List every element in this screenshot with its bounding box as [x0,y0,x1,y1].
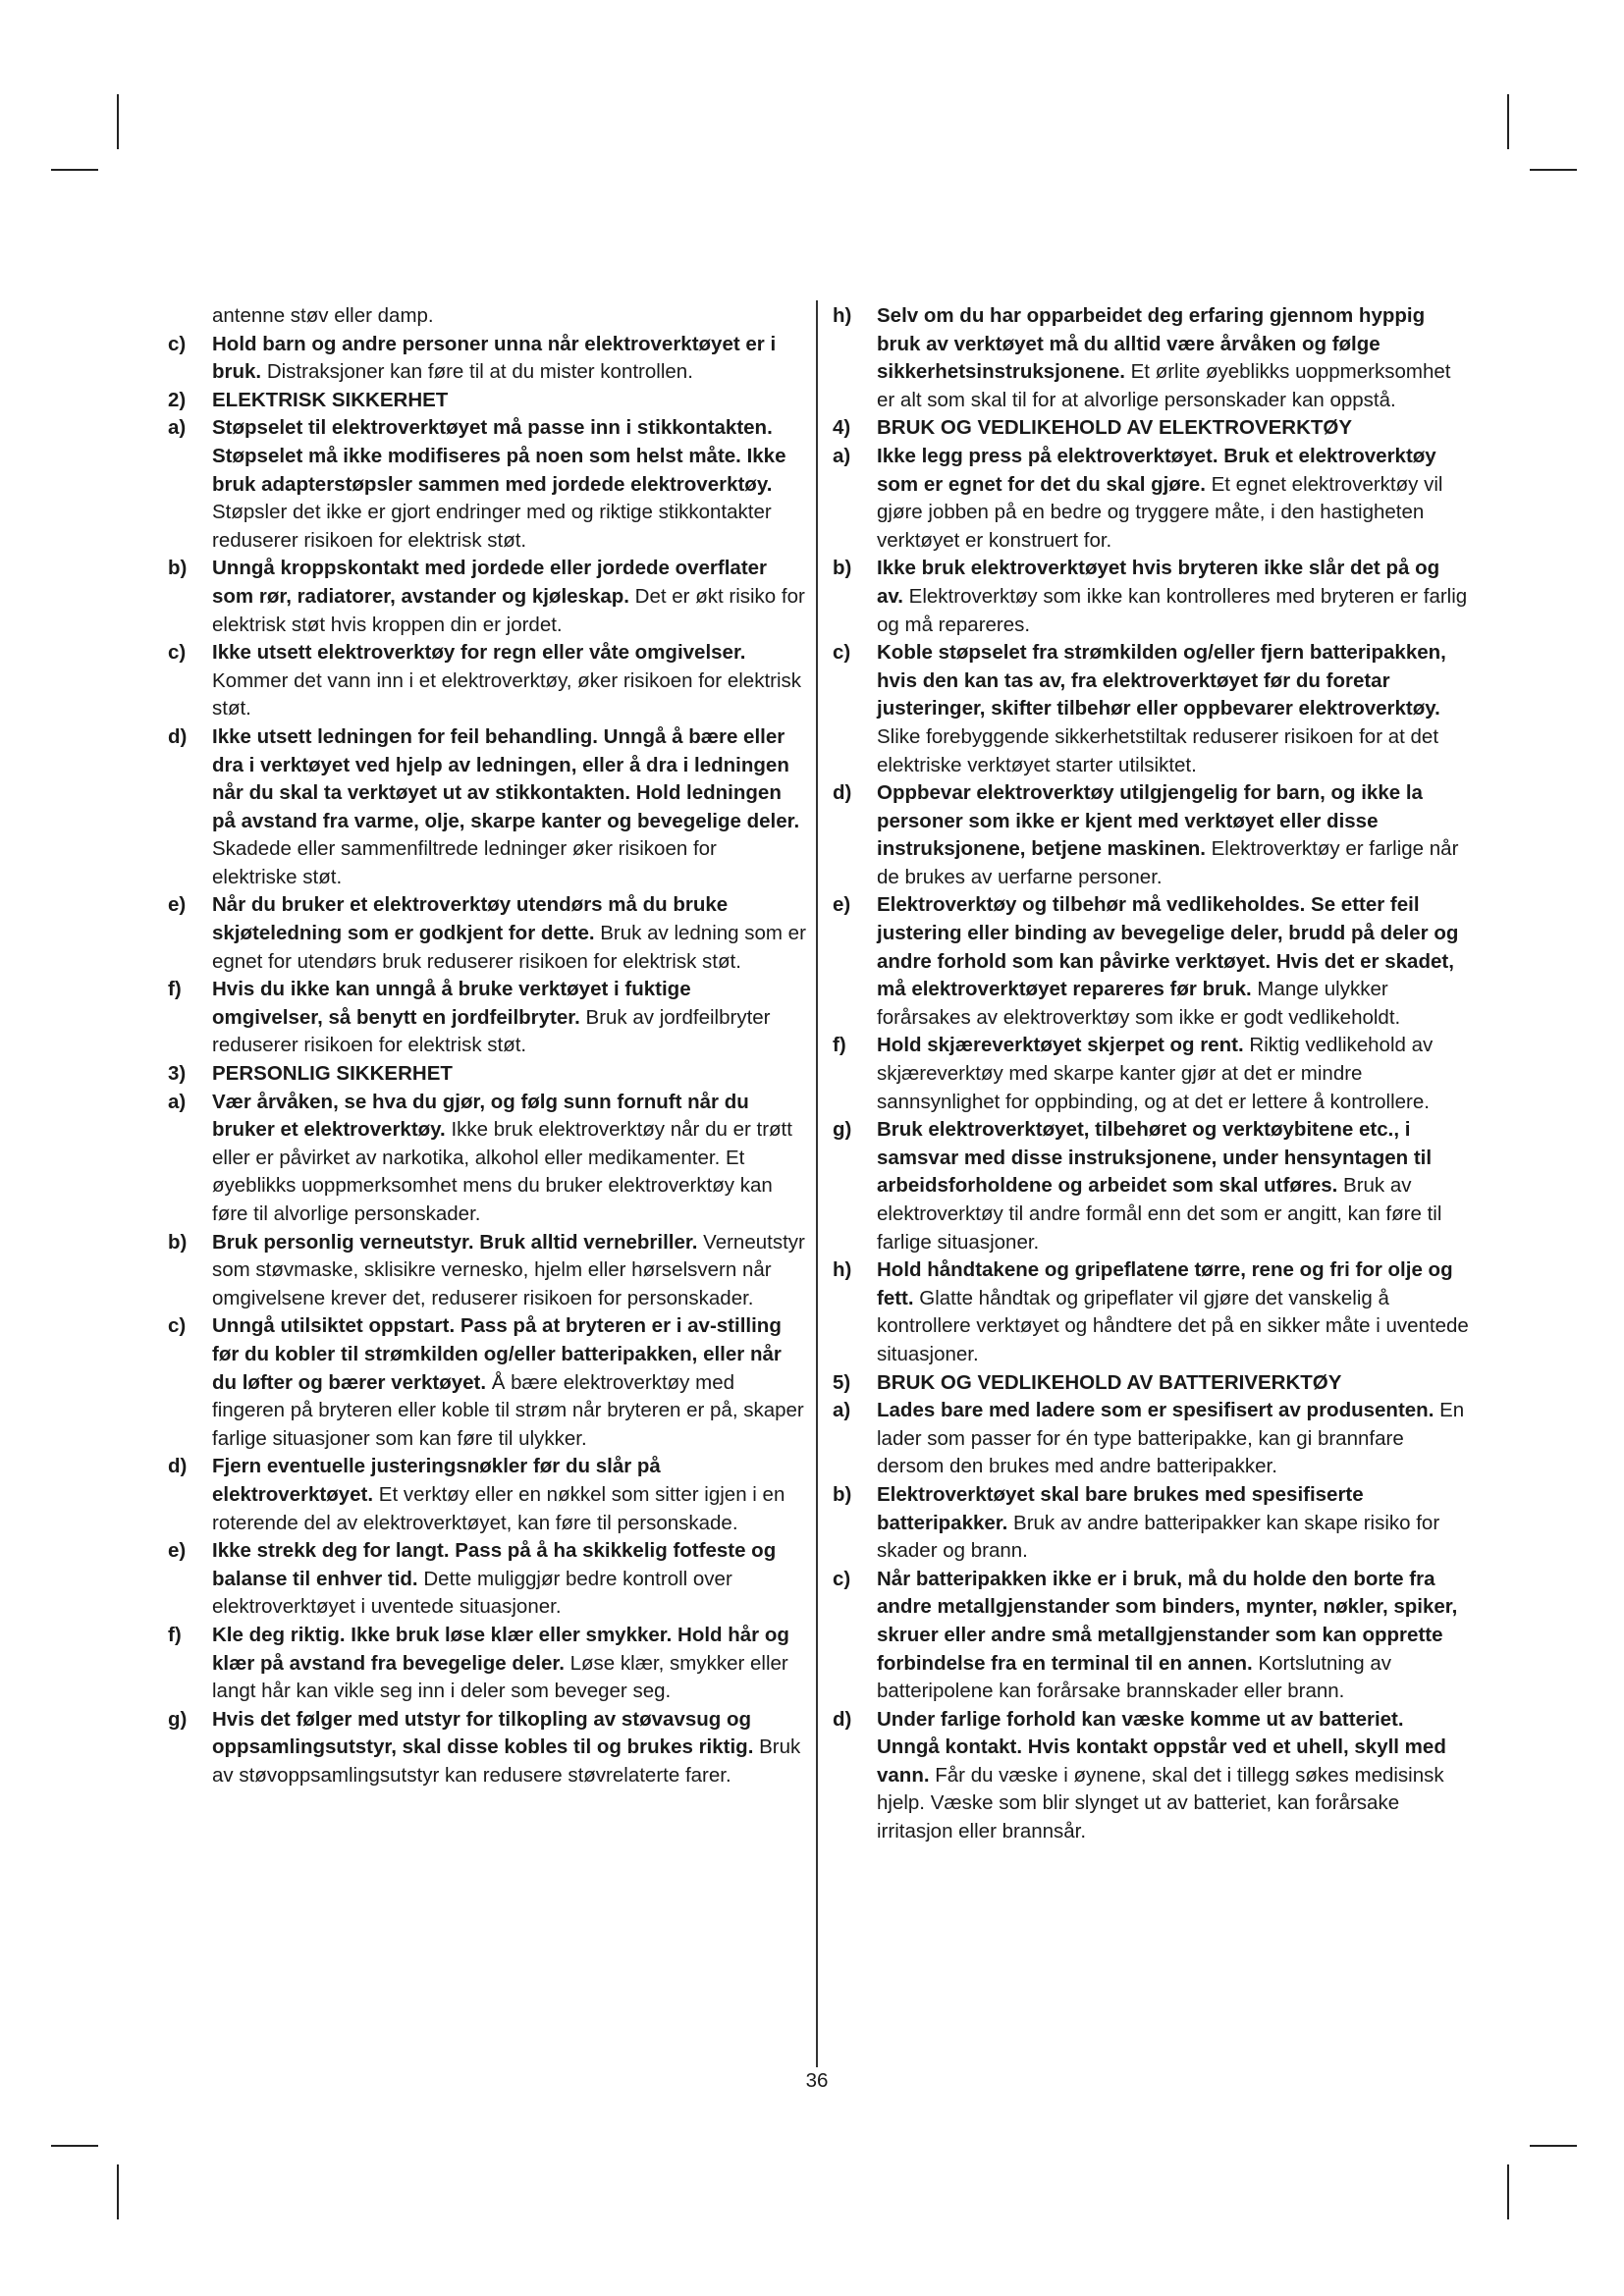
crop-mark [1507,2164,1509,2219]
list-item: e) Ikke strekk deg for langt. Pass på å ha skikkelig fotfeste og balanse til enhver tid. Dette muliggjør bedre kontroll over elektroverktøyet i uventede situasjoner. [168,1539,777,1619]
crop-mark [117,94,119,149]
section-heading: 3) PERSONLIG SIKKERHET [168,1062,453,1086]
list-item: c) Unngå utilsiktet oppstart. Pass på at bryteren er i av-stilling før du kobler til strømkilden og/eller batteripakken, eller når du løfter og bærer verktøyet. Å bære elektroverktøy med fingeren på bryteren eller koble til strøm når bryteren er på, skaper farlige situasjoner som kan føre til ulykker. [168,1314,804,1450]
list-item: d) Under farlige forhold kan væske komme ut av batteriet. Unngå kontakt. Hvis kontakt oppstår ved et uhell, skyll med vann. Får du væske i øynene, skal det i tillegg søkes medisinsk hjelp. Væske som blir slynget ut av batteriet, kan forårsake irritasjon eller brannsår. [833,1707,1446,1843]
list-item: a) Vær årvåken, se hva du gjør, og følg sunn fornuft når du bruker et elektroverktøy. Ikke bruk elektroverktøy når du er trøtt eller er påvirket av narkotika, alkohol eller medikamenter. Et øyeblikks uoppmerksomhet mens du bruker elektroverktøy kan føre til alvorlige personskader. [168,1090,792,1225]
section-heading: 2) ELEKTRISK SIKKERHET [168,388,449,411]
crop-mark [117,2164,119,2219]
list-item: b) Ikke bruk elektroverktøyet hvis bryteren ikke slår det på og av. Elektroverktøy som ikke kan kontrolleres med bryteren er farlig og må repareres. [833,557,1468,636]
list-item: c) Ikke utsett elektroverktøy for regn eller våte omgivelser. Kommer det vann inn i et elektroverktøy, øker risikoen for elektrisk støt. [168,641,802,721]
list-item: c) Hold barn og andre personer unna når elektroverktøyet er i bruk. Distraksjoner kan føre til at du mister kontrollen. [168,332,777,384]
continued-text: antenne støv eller damp. [212,304,434,327]
list-item: d) Oppbevar elektroverktøy utilgjengelig for barn, og ikke la personer som ikke er kjent med verktøyet eller disse instruksjonene, betjene maskinen. Elektroverktøy er farlige når de brukes av uerfarne personer. [833,781,1459,888]
list-item: a) Støpselet til elektroverktøyet må passe inn i stikkontakten. Støpselet må ikke modifiseres på noen som helst måte. Ikke bruk adapterstøpsler sammen med jordede elektroverktøy. Støpsler det ikke er gjort endringer med og riktige stikkontakter reduserer risikoen for elektrisk støt. [168,416,786,552]
list-item: g) Bruk elektroverktøyet, tilbehøret og verktøybitene etc., i samsvar med disse instruksjonene, under hensyntagen til arbeidsforholdene og arbeidet som skal utføres. Bruk av elektroverktøy til andre formål enn det som er angitt, kan føre til farlige situasjoner. [833,1118,1442,1254]
list-item: f) Kle deg riktig. Ikke bruk løse klær eller smykker. Hold hår og klær på avstand fra bevegelige deler. Løse klær, smykker eller langt hår kan vikle seg inn i deler som beveger seg. [168,1623,789,1703]
list-item: b) Unngå kroppskontakt med jordede eller jordede overflater som rør, radiatorer, avstander og kjøleskap. Det er økt risiko for elektrisk støt hvis kroppen din er jordet. [168,557,805,636]
section-heading: 4) BRUK OG VEDLIKEHOLD AV ELEKTROVERKTØY [833,416,1353,440]
list-item: d) Ikke utsett ledningen for feil behandling. Unngå å bære eller dra i verktøyet ved hjelp av ledningen, eller å dra i ledningen når du skal ta verktøyet ut av stikkontakten. Hold ledningen på avstand fra varme, olje, skarpe kanter og bevegelige deler. Skadede eller sammenfiltrede ledninger øker risikoen for elektriske støt. [168,724,800,888]
list-item: b) Bruk personlig verneutstyr. Bruk alltid vernebriller. Verneutstyr som støvmaske, sklisikre vernesko, hjelm eller hørselsvern når omgivelsene krever det, reduserer risikoen for personskader. [168,1230,805,1309]
list-item: c) Når batteripakken ikke er i bruk, må du holde den borte fra andre metallgjenstander som binders, mynter, nøkler, spiker, skruer eller andre små metallgjenstander som kan opprette forbindelse fra en terminal til en annen. Kortslutning av batteripolene kan forårsake brannskader eller brann. [833,1567,1458,1703]
list-item: e) Elektroverktøy og tilbehør må vedlikeholdes. Se etter feil justering eller binding av bevegelige deler, brudd på deler og andre forhold som kan påvirke verktøyet. Hvis det er skadet, må elektroverktøyet repareres før bruk. Mange ulykker forårsakes av elektroverktøy som ikke er godt vedlikeholdt. [833,893,1459,1029]
list-item: g) Hvis det følger med utstyr for tilkopling av støvavsug og oppsamlingsutstyr, skal disse kobles til og brukes riktig. Bruk av støvoppsamlingsutstyr kan redusere støvrelaterte farer. [168,1707,801,1787]
section-heading: 5) BRUK OG VEDLIKEHOLD AV BATTERIVERKTØY [833,1370,1342,1394]
list-item: e) Når du bruker et elektroverktøy utendørs må du bruke skjøteledning som er godkjent for dette. Bruk av ledning som er egnet for utendørs bruk reduserer risikoen for elektrisk støt. [168,893,806,973]
crop-mark [51,169,98,171]
page-number: 36 [805,2069,829,2092]
list-item: c) Koble støpselet fra strømkilden og/eller fjern batteripakken, hvis den kan tas av, fra elektroverktøyet før du foretar justeringer, skifter tilbehør eller oppbevarer elektroverktøy. Slike forebyggende sikkerhetstiltak reduserer risikoen for at det elektriske verktøyet starter utilsiktet. [833,641,1446,776]
list-item: f) Hvis du ikke kan unngå å bruke verktøyet i fuktige omgivelser, så benytt en jordfeilbryter. Bruk av jordfeilbryter reduserer risikoen for elektrisk støt. [168,978,771,1057]
crop-mark [1530,2145,1577,2147]
list-item: b) Elektroverktøyet skal bare brukes med spesifiserte batteripakker. Bruk av andre batteripakker kan skape risiko for skader og brann. [833,1482,1440,1563]
crop-mark [1507,94,1509,149]
crop-mark [51,2145,98,2147]
list-item: f) Hold skjæreverktøyet skjerpet og rent. Riktig vedlikehold av skjæreverktøy med skarpe kanter gjør at det er mindre sannsynlighet for oppbinding, og at det er lettere å kontrollere. [833,1034,1434,1113]
list-item: d) Fjern eventuelle justeringsnøkler før du slår på elektroverktøyet. Et verktøy eller en nøkkel som sitter igjen i en roterende del av elektroverktøyet, kan føre til personskade. [168,1455,785,1534]
right-column [833,302,1471,1846]
list-item: a) Ikke legg press på elektroverktøyet. Bruk et elektroverktøy som er egnet for det du skal gjøre. Et egnet elektroverktøy vil gjøre jobben på en bedre og tryggere måte, i den hastigheten verktøyet er konstruert for. [833,444,1443,552]
crop-mark [1530,169,1577,171]
list-item: a) Lades bare med ladere som er spesifisert av produsenten. En lader som passer for én type batteripakke, kan gi brannfare dersom den brukes med andre batteripakker. [833,1399,1465,1478]
list-item: h) Hold håndtakene og gripeflatene tørre, rene og fri for olje og fett. Glatte håndtak og gripeflater vil gjøre det vanskelig å kontrollere verktøyet og håndtere det på en sikker måte i uventede situasjoner. [833,1258,1469,1365]
left-column [168,302,806,1789]
column-divider [816,300,818,2067]
list-item: h) Selv om du har opparbeidet deg erfaring gjennom hyppig bruk av verktøyet må du alltid være årvåken og følge sikkerhetsinstruksjonene. Et ørlite øyeblikks uoppmerksomhet er alt som skal til for at alvorlige personskader kan oppstå. [833,304,1451,411]
